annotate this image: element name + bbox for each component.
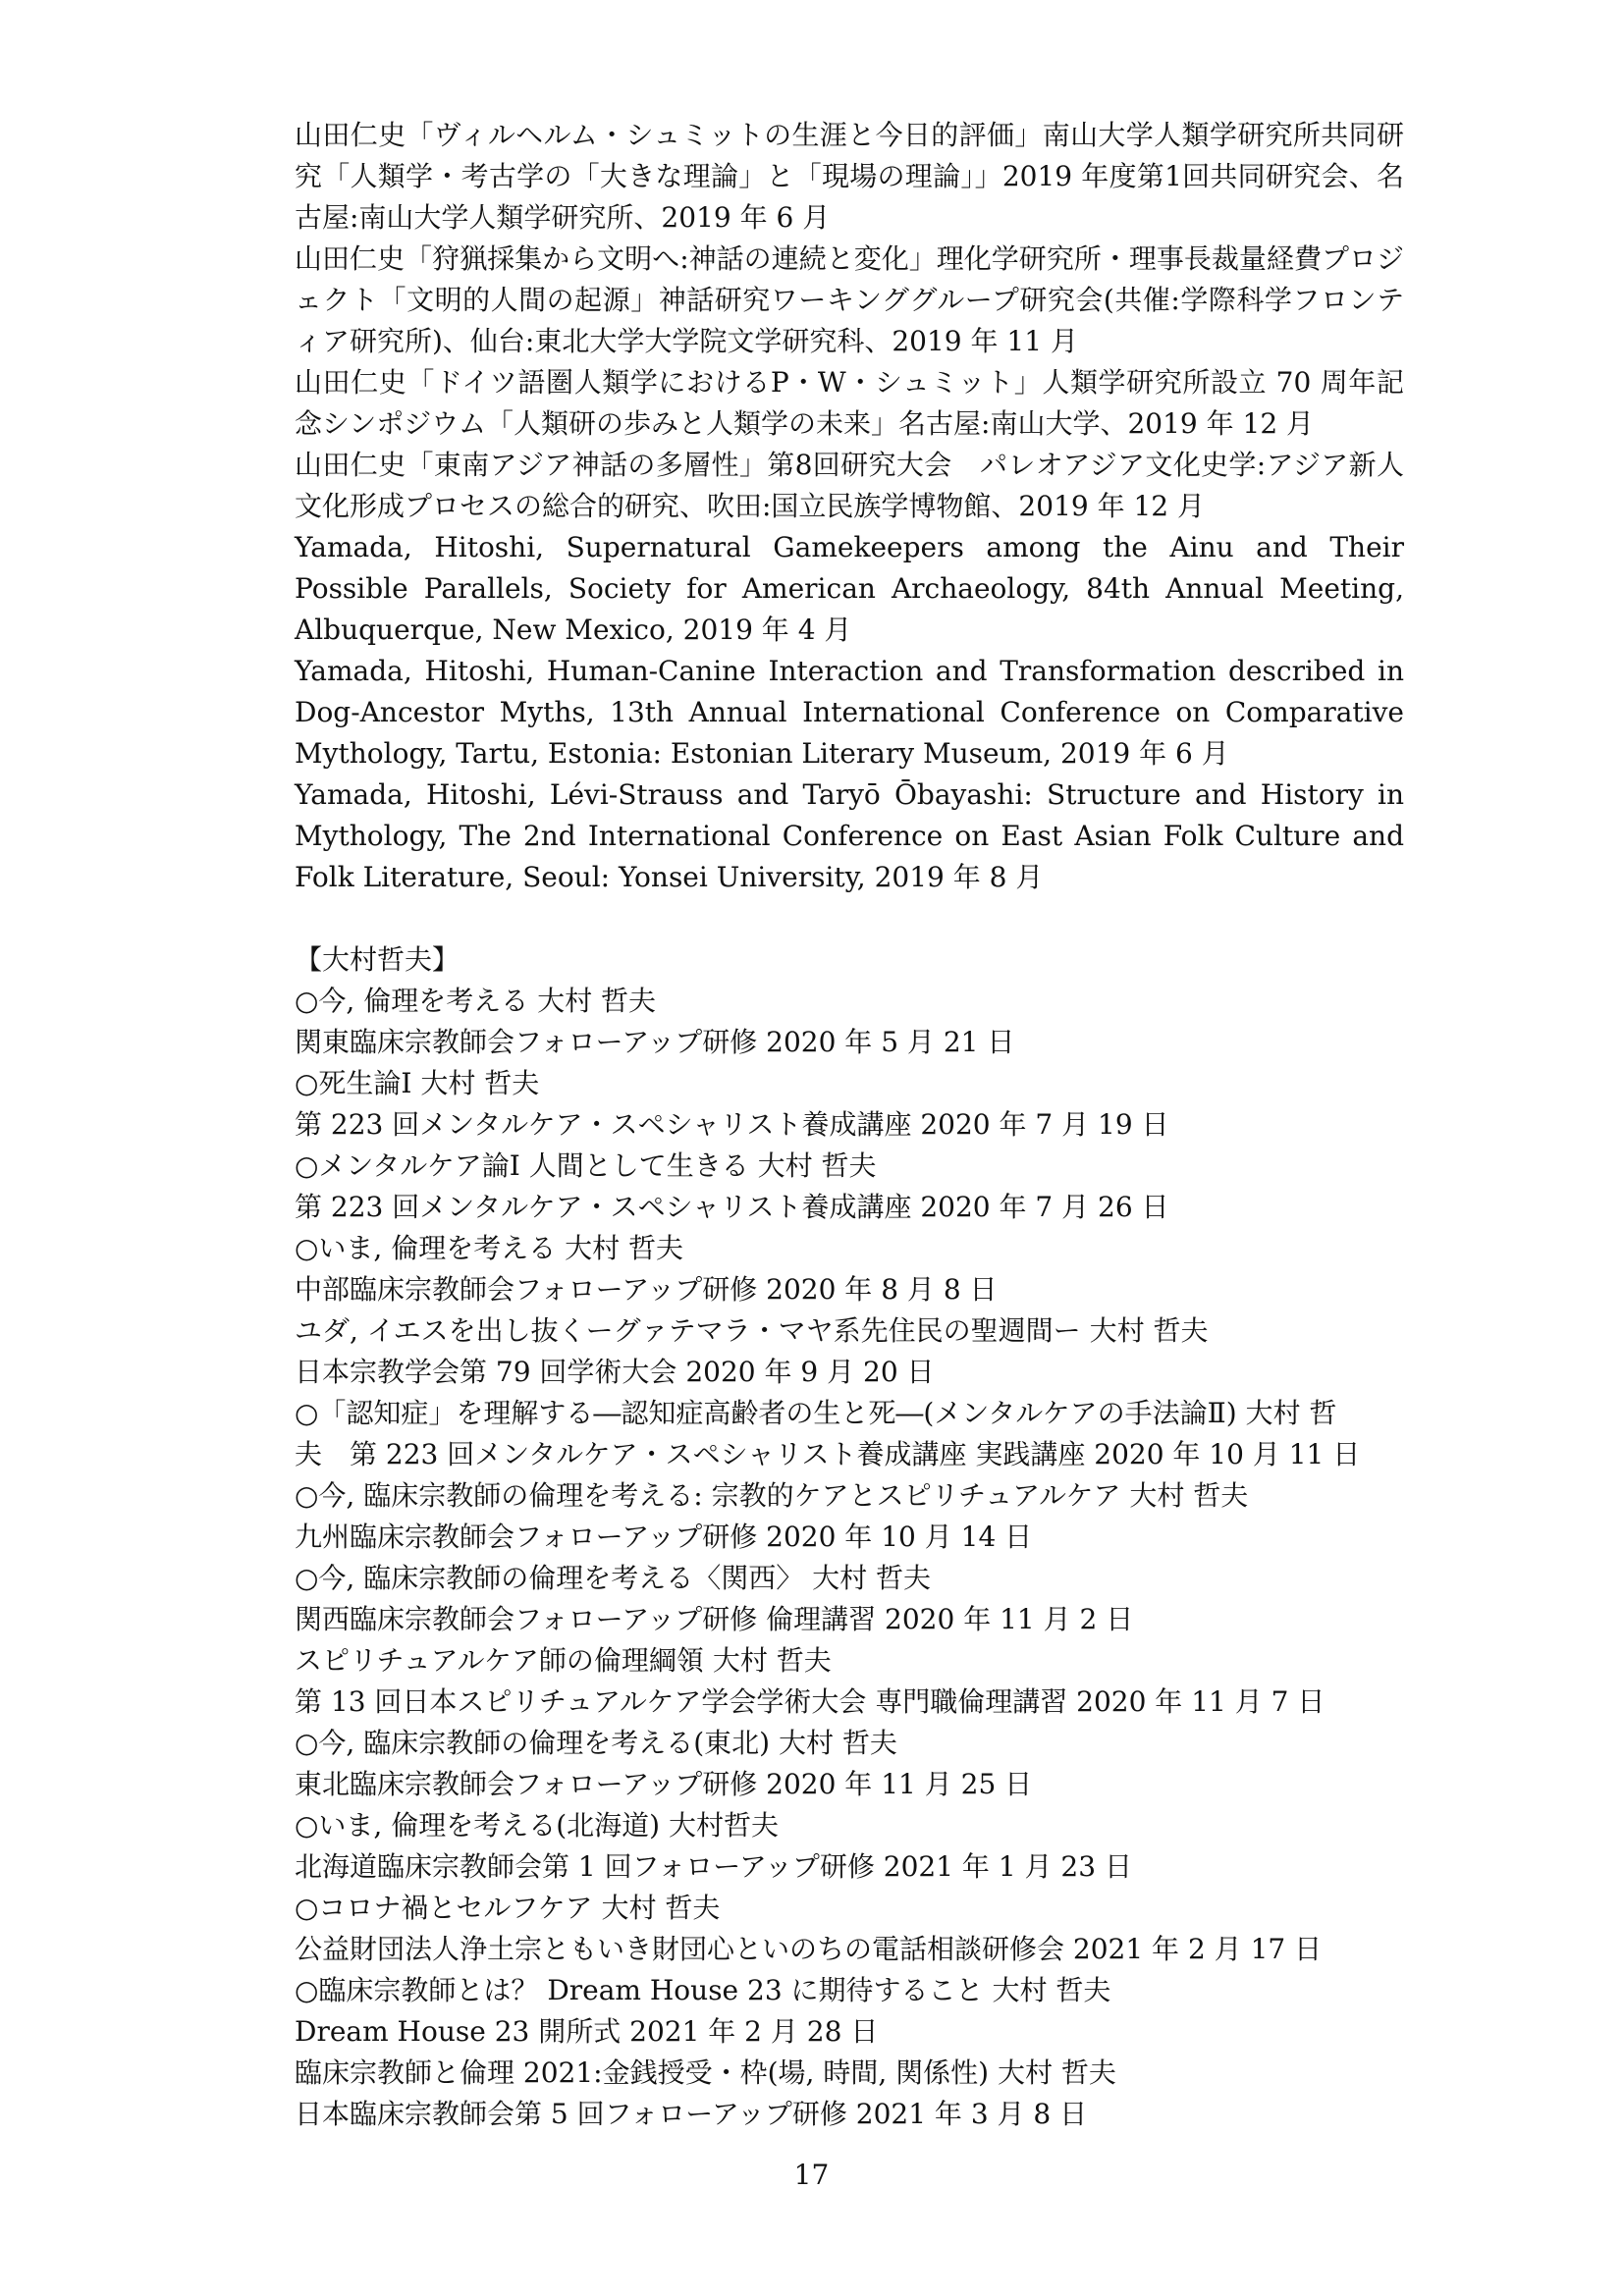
list-item: Yamada, Hitoshi, Human-Canine Interaction and Transformation described in Dog-Ancestor Myths, 13th Annual International Conference on Comparative Mythology, Tartu, Estonia: Estonian Literary Museum, 2019 年 6 月 — [295, 655, 1404, 770]
list-item: ○いま, 倫理を考える(北海道) 大村哲夫 — [295, 1809, 779, 1842]
list-item: ○「認知症」を理解する―認知症高齢者の生と死―(メンタルケアの手法論Ⅱ) 大村 哲 — [295, 1397, 1337, 1429]
list-item: Yamada, Hitoshi, Supernatural Gamekeepers among the Ainu and Their Possible Parallels, Society for American Archaeology, 84th Annual Meeting, Albuquerque, New Mexico, 2019 年 4 月 — [295, 531, 1404, 646]
list-item: 山田仁史「ドイツ語圏人類学におけるP・W・シュミット」人類学研究所設立 70 周年記念シンポジウム「人類研の歩みと人類学の未来」名古屋:南山大学、2019 年 12 月 — [295, 366, 1404, 440]
list-item: ○メンタルケア論Ⅰ 人間として生きる 大村 哲夫 — [295, 1149, 877, 1182]
list-item: ○いま, 倫理を考える 大村 哲夫 — [295, 1232, 684, 1264]
yamada-presentations — [295, 115, 1404, 898]
list-item: 臨床宗教師と倫理 2021:金銭授受・枠(場, 時間, 関係性) 大村 哲夫 — [295, 2056, 1116, 2089]
list-item: 関東臨床宗教師会フォローアップ研修 2020 年 5 月 21 日 — [295, 1026, 1015, 1058]
list-item: 日本臨床宗教師会第 5 回フォローアップ研修 2021 年 3 月 8 日 — [295, 2098, 1088, 2130]
list-item: 関西臨床宗教師会フォローアップ研修 倫理講習 2020 年 11 月 2 日 — [295, 1603, 1134, 1635]
list-item: ユダ, イエスを出し抜くーグァテマラ・マヤ系先住民の聖週間ー 大村 哲夫 — [295, 1314, 1209, 1347]
list-item: 第 13 回日本スピリチュアルケア学会学術大会 専門職倫理講習 2020 年 11 月 7 日 — [295, 1685, 1325, 1718]
list-item: 山田仁史「狩猟採集から文明へ:神話の連続と変化」理化学研究所・理事長裁量経費プロジェクト「文明的人間の起源」神話研究ワーキンググループ研究会(共催:学際科学フロンティア研究所)、仙台:東北大学大学院文学研究科、2019 年 11 月 — [295, 242, 1404, 357]
list-item: 公益財団法人浄土宗ともいき財団心といのちの電話相談研修会 2021 年 2 月 17 日 — [295, 1933, 1323, 1965]
section-heading: 【大村哲夫】 — [295, 943, 460, 976]
list-item: ○今, 臨床宗教師の倫理を考える: 宗教的ケアとスピリチュアルケア 大村 哲夫 — [295, 1479, 1249, 1512]
list-item: ○今, 倫理を考える 大村 哲夫 — [295, 985, 657, 1017]
list-item: ○臨床宗教師とは？ Dream House 23 に期待すること 大村 哲夫 — [295, 1974, 1111, 2006]
document-body — [295, 115, 1404, 2135]
list-item: 山田仁史「東南アジア神話の多層性」第8回研究大会 パレオアジア文化史学:アジア新人文化形成プロセスの総合的研究、吹田:国立民族学博物館、2019 年 12 月 — [295, 449, 1404, 522]
list-item: ○死生論Ⅰ 大村 哲夫 — [295, 1067, 540, 1099]
list-item: 東北臨床宗教師会フォローアップ研修 2020 年 11 月 25 日 — [295, 1768, 1033, 1800]
list-item: ○コロナ禍とセルフケア 大村 哲夫 — [295, 1892, 721, 1924]
list-item: ○今, 臨床宗教師の倫理を考える(東北) 大村 哲夫 — [295, 1727, 897, 1759]
page-number: 17 — [793, 2159, 830, 2191]
list-item: 山田仁史「ヴィルヘルム・シュミットの生涯と今日的評価」南山大学人類学研究所共同研究「人類学・考古学の「大きな理論」と「現場の理論」」2019 年度第1回共同研究会、名古屋:南山大学人類学研究所、2019 年 6 月 — [295, 119, 1404, 234]
list-item: 夫 第 223 回メンタルケア・スペシャリスト養成講座 実践講座 2020 年 10 月 11 日 — [295, 1438, 1361, 1470]
list-item: 第 223 回メンタルケア・スペシャリスト養成講座 2020 年 7 月 26 日 — [295, 1191, 1169, 1223]
omura-presentations — [295, 939, 1404, 2135]
section-spacer — [295, 898, 1404, 939]
list-item: Dream House 23 開所式 2021 年 2 月 28 日 — [295, 2015, 879, 2048]
list-item: 第 223 回メンタルケア・スペシャリスト養成講座 2020 年 7 月 19 日 — [295, 1108, 1169, 1141]
list-item: ○今, 臨床宗教師の倫理を考える〈関西〉 大村 哲夫 — [295, 1562, 932, 1594]
list-item: Yamada, Hitoshi, Lévi-Strauss and Taryō Ōbayashi: Structure and History in Mythology, The 2nd International Conference on East Asian Folk Culture and Folk Literature, Seoul: Yonsei University, 2019 年 8 月 — [295, 778, 1404, 893]
list-item: 中部臨床宗教師会フォローアップ研修 2020 年 8 月 8 日 — [295, 1273, 998, 1306]
list-item: 北海道臨床宗教師会第 1 回フォローアップ研修 2021 年 1 月 23 日 — [295, 1850, 1132, 1883]
list-item: 九州臨床宗教師会フォローアップ研修 2020 年 10 月 14 日 — [295, 1521, 1033, 1553]
list-item: 日本宗教学会第 79 回学術大会 2020 年 9 月 20 日 — [295, 1356, 935, 1388]
list-item: スピリチュアルケア師の倫理綱領 大村 哲夫 — [295, 1644, 832, 1677]
